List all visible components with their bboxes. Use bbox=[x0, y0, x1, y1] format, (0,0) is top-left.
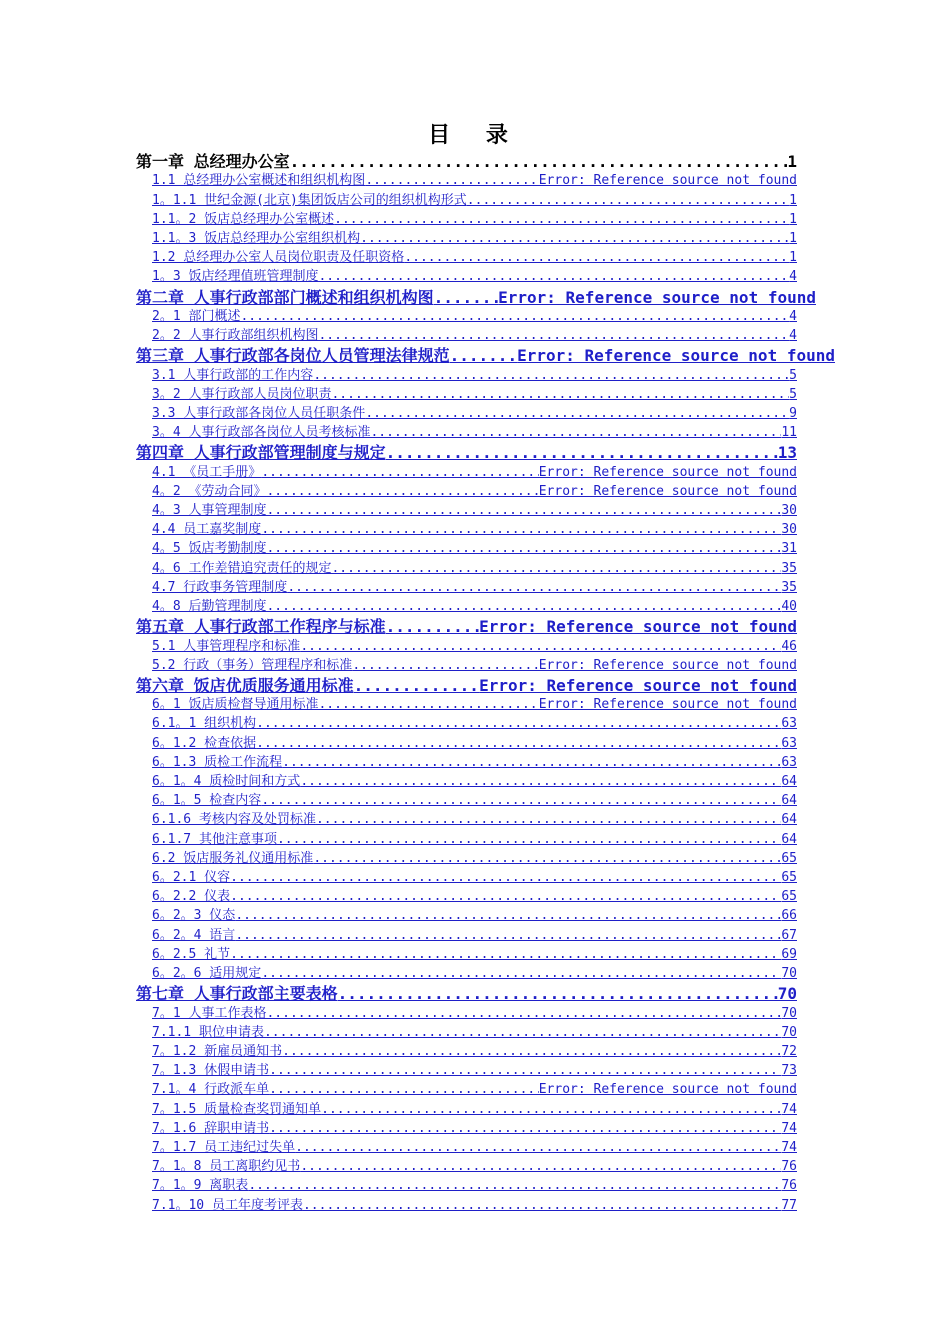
toc-entry-label: 7.1。10 员工年度考评表 bbox=[152, 1197, 303, 1213]
toc-leader-dots bbox=[300, 1158, 781, 1175]
toc-section[interactable] bbox=[152, 367, 797, 384]
toc-section[interactable] bbox=[152, 696, 797, 713]
toc-section[interactable] bbox=[152, 464, 797, 481]
toc-leader-dots bbox=[365, 172, 538, 189]
toc-entry-label: 6。2。4 语言 bbox=[152, 927, 236, 943]
toc-entry-label: 5.2 行政（事务）管理程序和标准 bbox=[152, 657, 353, 673]
toc-entry-label: 7。1.3 休假申请书 bbox=[152, 1063, 270, 1079]
toc-section[interactable] bbox=[152, 1062, 797, 1079]
toc-entry-label: 6。2.2 仪表 bbox=[152, 889, 231, 905]
toc-entry-label: 2。2 人事行政部组织机构图 bbox=[152, 328, 319, 343]
toc-leader-dots bbox=[303, 1197, 781, 1214]
toc-page-number: 63 bbox=[781, 754, 797, 770]
toc-entry-label: 4。5 饭店考勤制度 bbox=[152, 541, 267, 557]
toc-entry-label: 7.1。4 行政派车单 bbox=[152, 1082, 270, 1098]
toc-leader-dots bbox=[287, 579, 781, 596]
toc-entry-label: 7。1 人事工作表格 bbox=[152, 1005, 267, 1021]
toc-page-number: 64 bbox=[781, 831, 797, 847]
toc-section[interactable] bbox=[152, 483, 797, 500]
toc-entry-label: 4。3 人事管理制度 bbox=[152, 503, 267, 518]
toc-section[interactable] bbox=[152, 249, 797, 266]
toc-section[interactable] bbox=[152, 521, 797, 538]
toc-entry-label: 第六章 饭店优质服务通用标准 bbox=[136, 675, 354, 695]
toc-page-number: 69 bbox=[781, 946, 797, 962]
toc-entry-label: 3.3 人事行政部各岗位人员任职条件 bbox=[152, 405, 366, 421]
toc-entry-label: 第七章 人事行政部主要表格 bbox=[136, 984, 338, 1004]
toc-section[interactable] bbox=[152, 1005, 797, 1022]
toc-leader-dots bbox=[370, 424, 781, 441]
toc-page-number: 70 bbox=[781, 966, 797, 981]
toc-page-number: 77 bbox=[781, 1197, 797, 1213]
toc-entry-label: 3。4 人事行政部各岗位人员考核标准 bbox=[152, 425, 371, 441]
toc-leader-dots bbox=[230, 869, 781, 886]
toc-leader-dots bbox=[230, 888, 781, 905]
toc-entry-label: 7.1.1 职位申请表 bbox=[152, 1024, 264, 1040]
toc-chapter bbox=[136, 152, 797, 172]
toc-leader-dots bbox=[290, 152, 788, 172]
toc-page-number: 74 bbox=[781, 1139, 797, 1155]
toc-leader-dots bbox=[266, 502, 781, 519]
toc-leader-dots bbox=[235, 927, 781, 944]
toc-page-number: Error: Reference source not found bbox=[538, 1082, 797, 1098]
toc-entry-label: 6。2.5 礼节 bbox=[152, 946, 231, 962]
toc-leader-dots bbox=[266, 540, 781, 557]
toc-page-number: 13 bbox=[777, 443, 797, 463]
toc-leader-dots bbox=[360, 230, 789, 247]
toc-page-number: 65 bbox=[781, 889, 797, 905]
toc-section[interactable] bbox=[152, 172, 797, 189]
toc-entry-label: 4.1 《员工手册》 bbox=[152, 464, 262, 480]
toc-page-number: Error: Reference source not found bbox=[538, 657, 797, 673]
toc-section[interactable] bbox=[152, 946, 797, 963]
toc-leader-dots bbox=[404, 249, 789, 266]
toc-entry-label: 6。1.3 质检工作流程 bbox=[152, 754, 283, 770]
toc-section[interactable] bbox=[152, 927, 797, 944]
toc-section[interactable] bbox=[152, 638, 797, 655]
toc-section[interactable] bbox=[152, 792, 797, 809]
toc-section[interactable] bbox=[152, 560, 797, 577]
toc-entry-label: 6.1.6 考核内容及处罚标准 bbox=[152, 812, 316, 828]
toc-leader-dots bbox=[261, 792, 781, 809]
toc-section[interactable] bbox=[152, 1024, 797, 1041]
toc-page-number: 72 bbox=[781, 1043, 797, 1059]
toc-section[interactable] bbox=[152, 735, 797, 752]
toc-page-number: 30 bbox=[781, 503, 797, 518]
toc-entry-label: 6。1 饭店质检督导通用标准 bbox=[152, 697, 319, 713]
toc-entry-label: 4.4 员工嘉奖制度 bbox=[152, 522, 262, 538]
toc-page-number: 35 bbox=[781, 579, 797, 595]
toc-leader-dots bbox=[269, 1120, 781, 1137]
toc-entry-label: 1.2 总经理办公室人员岗位职责及任职资格 bbox=[152, 250, 405, 266]
toc-page-number: 74 bbox=[781, 1101, 797, 1117]
toc-entry-label: 6.2 饭店服务礼仪通用标准 bbox=[152, 850, 314, 866]
toc-leader-dots bbox=[269, 1062, 781, 1079]
toc-leader-dots bbox=[321, 1101, 781, 1118]
toc-chapter[interactable] bbox=[136, 617, 797, 637]
toc-leader-dots bbox=[266, 1005, 781, 1022]
toc-leader-dots bbox=[230, 946, 781, 963]
toc-page-number: 76 bbox=[781, 1159, 797, 1175]
toc-leader-dots bbox=[261, 965, 781, 982]
toc-entry-label: 6。1。5 检查内容 bbox=[152, 793, 262, 809]
toc-section[interactable] bbox=[152, 192, 797, 209]
toc-section[interactable] bbox=[152, 754, 797, 771]
toc-section[interactable] bbox=[152, 907, 797, 924]
toc-section[interactable] bbox=[152, 1197, 797, 1214]
toc-entry-label: 3。2 人事行政部人员岗位职责 bbox=[152, 386, 332, 402]
toc-entry-label: 6。1。4 质检时间和方式 bbox=[152, 774, 301, 789]
toc-chapter[interactable] bbox=[136, 346, 835, 366]
toc-section[interactable] bbox=[152, 965, 797, 982]
toc-leader-dots bbox=[313, 367, 789, 384]
toc-leader-dots bbox=[365, 405, 789, 422]
toc-section[interactable] bbox=[152, 502, 797, 519]
toc-page-number: 1 bbox=[789, 192, 797, 208]
toc-page-number: Error: Reference source not found bbox=[538, 173, 797, 189]
toc-leader-dots bbox=[240, 308, 789, 325]
toc-section[interactable] bbox=[152, 869, 797, 886]
toc-section[interactable] bbox=[152, 579, 797, 596]
toc-leader-dots bbox=[248, 1177, 781, 1194]
toc-section[interactable] bbox=[152, 773, 797, 790]
toc-leader-dots bbox=[256, 735, 781, 752]
toc-entry-label: 7。1。8 员工离职约见书 bbox=[152, 1159, 301, 1175]
toc-section[interactable] bbox=[152, 1177, 797, 1194]
toc-section[interactable] bbox=[152, 831, 797, 848]
toc-entry-label: 1。1.1 世纪金源(北京)集团饭店公司的组织机构形式 bbox=[152, 192, 467, 208]
toc-page-number: 5 bbox=[789, 367, 797, 383]
toc-leader-dots bbox=[467, 192, 789, 209]
toc-page-number: 64 bbox=[781, 812, 797, 828]
toc-page-number: 31 bbox=[781, 541, 797, 557]
toc-entry-label: 第二章 人事行政部部门概述和组织机构图 bbox=[136, 287, 434, 307]
toc-chapter[interactable] bbox=[136, 676, 797, 696]
toc-title: 目 录 bbox=[428, 122, 522, 148]
toc-section[interactable] bbox=[152, 308, 797, 325]
toc-entry-label: 2。1 部门概述 bbox=[152, 308, 241, 324]
toc-section[interactable] bbox=[152, 598, 797, 615]
toc-page-number: 1 bbox=[789, 230, 797, 246]
toc-entry-label: 1.1。2 饭店总经理办公室概述 bbox=[152, 211, 335, 227]
toc-page-number: 65 bbox=[781, 850, 797, 866]
toc-leader-dots bbox=[354, 676, 479, 696]
toc-section[interactable] bbox=[152, 1158, 797, 1175]
toc-entry-label: 6。1.2 检查依据 bbox=[152, 735, 257, 751]
toc-leader-dots bbox=[331, 560, 781, 577]
toc-leader-dots bbox=[295, 1139, 781, 1156]
toc-entry-label: 第一章 总经理办公室 bbox=[136, 152, 290, 171]
toc-section[interactable] bbox=[152, 811, 797, 828]
toc-leader-dots bbox=[282, 754, 781, 771]
toc-leader-dots bbox=[235, 907, 781, 924]
toc-leader-dots bbox=[352, 657, 538, 674]
toc-chapter[interactable] bbox=[136, 443, 797, 463]
toc-leader-dots bbox=[256, 715, 781, 732]
toc-page-number: 67 bbox=[781, 927, 797, 943]
toc-page-number: Error: Reference source not found bbox=[538, 464, 797, 480]
toc-page-number: 1 bbox=[789, 250, 797, 266]
toc-entry-label: 7。1.2 新雇员通知书 bbox=[152, 1043, 283, 1059]
toc-page-number: 1 bbox=[789, 211, 797, 227]
toc-leader-dots bbox=[282, 1043, 781, 1060]
toc-entry-label: 7。1.5 质量检查奖罚通知单 bbox=[152, 1101, 322, 1117]
toc-leader-dots bbox=[318, 268, 789, 285]
toc-page-number: 63 bbox=[781, 735, 797, 751]
toc-section[interactable] bbox=[152, 657, 797, 674]
toc-leader-dots bbox=[318, 327, 789, 344]
toc-chapter[interactable] bbox=[136, 288, 816, 308]
toc-leader-dots bbox=[300, 773, 781, 790]
toc-entry-label: 1.1 总经理办公室概述和组织机构图 bbox=[152, 173, 366, 189]
toc-section[interactable] bbox=[152, 230, 797, 247]
toc-entry-label: 1。3 饭店经理值班管理制度 bbox=[152, 269, 319, 285]
toc-page-number: 1 bbox=[787, 152, 797, 171]
toc-page-number: 46 bbox=[781, 638, 797, 654]
toc-page-number: Error: Reference source not found bbox=[479, 675, 797, 695]
toc-section[interactable] bbox=[152, 211, 797, 228]
toc-section[interactable] bbox=[152, 1081, 797, 1098]
toc-section[interactable] bbox=[152, 1043, 797, 1060]
toc-leader-dots bbox=[277, 831, 781, 848]
toc-leader-dots bbox=[313, 850, 781, 867]
toc-page-number: Error: Reference source not found bbox=[479, 617, 797, 637]
toc-page-number: 64 bbox=[781, 793, 797, 809]
toc-page-number: 4 bbox=[789, 269, 797, 285]
toc-entry-label: 6。2。6 适用规定 bbox=[152, 966, 262, 981]
toc-entry-label: 第三章 人事行政部各岗位人员管理法律规范 bbox=[136, 346, 450, 366]
toc-page-number: 63 bbox=[781, 716, 797, 732]
toc-entry-label: 7。1.6 辞职申请书 bbox=[152, 1120, 270, 1136]
toc-section[interactable] bbox=[152, 268, 797, 285]
toc-entry-label: 6.1。1 组织机构 bbox=[152, 716, 257, 732]
toc-entry-label: 6。2.1 仪容 bbox=[152, 870, 231, 885]
toc-leader-dots bbox=[266, 483, 538, 500]
toc-section[interactable] bbox=[152, 1139, 797, 1156]
toc-page-number: 70 bbox=[781, 1024, 797, 1040]
toc-leader-dots bbox=[269, 1081, 539, 1098]
toc-entry-label: 4。6 工作差错追究责任的规定 bbox=[152, 560, 332, 576]
toc-page-number: Error: Reference source not found bbox=[517, 346, 835, 366]
toc-entry-label: 6。2。3 仪态 bbox=[152, 908, 236, 924]
toc-section[interactable] bbox=[152, 850, 797, 867]
toc-page-number: Error: Reference source not found bbox=[538, 483, 797, 499]
toc-leader-dots bbox=[338, 984, 778, 1004]
toc-page-number: 4 bbox=[789, 308, 797, 324]
toc-section[interactable] bbox=[152, 405, 797, 422]
toc-section[interactable] bbox=[152, 1120, 797, 1137]
toc-entry-label: 7。1。9 离职表 bbox=[152, 1178, 249, 1194]
toc-page-number: 70 bbox=[781, 1005, 797, 1021]
toc-entry-label: 第四章 人事行政部管理制度与规定 bbox=[136, 443, 386, 463]
toc-entry-label: 7。1.7 员工违纪过失单 bbox=[152, 1139, 296, 1155]
toc-page-number: 5 bbox=[789, 386, 797, 402]
toc-page-number: 73 bbox=[781, 1063, 797, 1079]
toc-entry-label: 4.7 行政事务管理制度 bbox=[152, 579, 288, 595]
toc-page-number: 11 bbox=[781, 425, 797, 441]
toc-leader-dots bbox=[434, 288, 498, 308]
toc-page-number: 65 bbox=[781, 870, 797, 885]
toc-entry-label: 4。2 《劳动合同》 bbox=[152, 483, 267, 499]
toc-entry-label: 第五章 人事行政部工作程序与标准 bbox=[136, 617, 386, 637]
toc-leader-dots bbox=[316, 811, 781, 828]
toc-leader-dots bbox=[264, 1024, 781, 1041]
toc-leader-dots bbox=[386, 617, 479, 637]
toc-section[interactable] bbox=[152, 327, 797, 344]
toc-section[interactable] bbox=[152, 715, 797, 732]
toc-page-number: Error: Reference source not found bbox=[498, 287, 816, 307]
toc-section[interactable] bbox=[152, 888, 797, 905]
toc-section[interactable] bbox=[152, 1101, 797, 1118]
toc-section[interactable] bbox=[152, 540, 797, 557]
toc-page-number: 74 bbox=[781, 1120, 797, 1136]
toc-entry-label: 4。8 后勤管理制度 bbox=[152, 599, 267, 614]
toc-entry-label: 6.1.7 其他注意事项 bbox=[152, 831, 277, 847]
toc-page-number: 66 bbox=[781, 908, 797, 924]
toc-page-number: 30 bbox=[781, 522, 797, 538]
toc-page-number: 70 bbox=[777, 984, 797, 1004]
toc-page-number: 9 bbox=[789, 405, 797, 421]
toc-section[interactable] bbox=[152, 386, 797, 403]
toc-leader-dots bbox=[261, 464, 538, 481]
toc-leader-dots bbox=[331, 386, 789, 403]
toc-leader-dots bbox=[300, 638, 781, 655]
toc-leader-dots bbox=[450, 346, 517, 366]
toc-leader-dots bbox=[261, 521, 781, 538]
toc-chapter[interactable] bbox=[136, 984, 797, 1004]
toc-leader-dots bbox=[334, 211, 789, 228]
toc-leader-dots bbox=[318, 696, 538, 713]
toc-page-number: 40 bbox=[781, 599, 797, 614]
toc-leader-dots bbox=[266, 598, 781, 615]
toc-page-number: 4 bbox=[789, 328, 797, 343]
toc-page-number: 76 bbox=[781, 1178, 797, 1194]
toc-entry-label: 3.1 人事行政部的工作内容 bbox=[152, 367, 314, 383]
toc-entry-label: 5.1 人事管理程序和标准 bbox=[152, 638, 301, 654]
toc-page-number: Error: Reference source not found bbox=[538, 697, 797, 713]
toc-page-number: 64 bbox=[781, 774, 797, 789]
toc-page-number: 35 bbox=[781, 560, 797, 576]
toc-entry-label: 1.1。3 饭店总经理办公室组织机构 bbox=[152, 230, 361, 246]
toc-leader-dots bbox=[386, 443, 778, 463]
toc-section[interactable] bbox=[152, 424, 797, 441]
